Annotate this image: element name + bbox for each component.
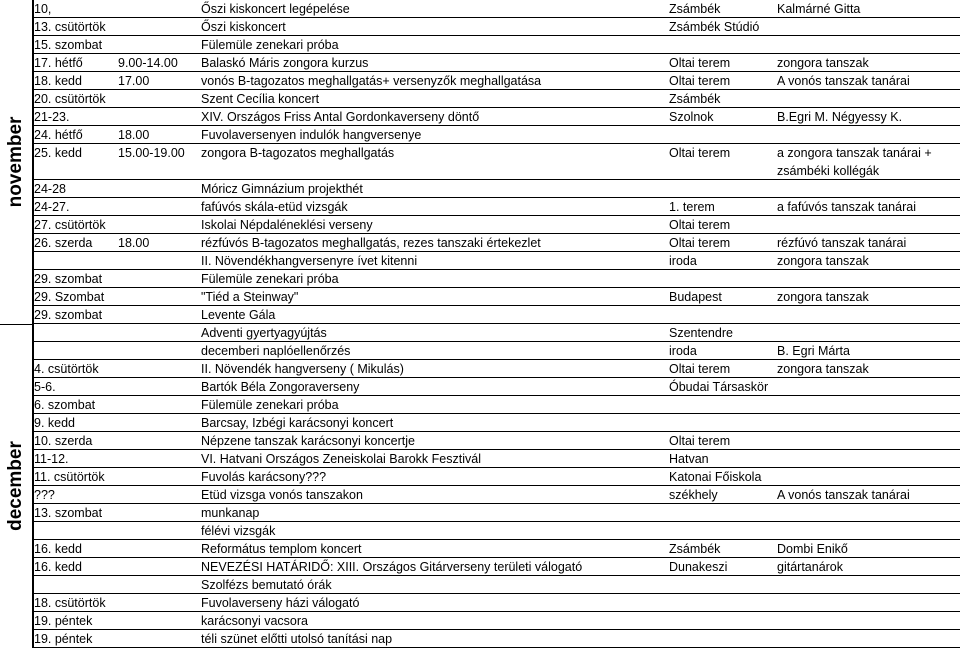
table-row xyxy=(32,396,960,414)
table-row xyxy=(32,126,960,144)
responsible-cell: zongora tanszak xyxy=(777,290,869,304)
place-cell: Oltai terem xyxy=(669,146,731,160)
event-cell: XIV. Országos Friss Antal Gordonkaverseny döntő xyxy=(201,110,480,124)
table-row xyxy=(32,414,960,432)
event-cell: Móricz Gimnázium projekthét xyxy=(201,182,363,196)
table-row xyxy=(32,540,960,558)
event-cell: Fuvolás karácsony??? xyxy=(201,470,327,484)
date-cell: 18. csütörtök xyxy=(34,596,106,610)
place-cell: Oltai terem xyxy=(669,362,731,376)
date-cell: 29. szombat xyxy=(34,272,103,286)
date-cell: 15. szombat xyxy=(34,38,103,52)
table-row xyxy=(32,432,960,450)
event-cell: Etüd vizsga vonós tanszakon xyxy=(201,488,363,502)
month-november-label: november xyxy=(5,116,26,208)
table-row xyxy=(32,216,960,234)
date-cell: 9. kedd xyxy=(34,416,76,430)
place-cell: Oltai terem xyxy=(669,56,731,70)
event-cell: Fülemüle zenekari próba xyxy=(201,272,339,286)
date-cell: 26. szerda xyxy=(34,236,93,250)
table-row xyxy=(32,612,960,630)
table-row xyxy=(32,306,960,324)
responsible-cell: rézfúvó tanszak tanárai xyxy=(777,236,907,250)
place-cell: Oltai terem xyxy=(669,218,731,232)
event-cell: munkanap xyxy=(201,506,260,520)
table-row xyxy=(32,468,960,486)
event-cell: Fülemüle zenekari próba xyxy=(201,398,339,412)
table-row xyxy=(32,486,960,504)
date-cell: 4. csütörtök xyxy=(34,362,99,376)
date-cell: ??? xyxy=(34,488,55,502)
table-row xyxy=(32,342,960,360)
place-cell: Óbudai Társaskör xyxy=(669,380,769,394)
time-cell: 17.00 xyxy=(118,74,150,88)
event-cell: Őszi kiskoncert xyxy=(201,20,286,34)
table-row xyxy=(32,522,960,540)
event-cell: zongora B-tagozatos meghallgatás xyxy=(201,146,395,160)
place-cell: Szentendre xyxy=(669,326,733,340)
date-cell: 10. szerda xyxy=(34,434,93,448)
table-row xyxy=(32,54,960,72)
date-cell: 21-23. xyxy=(34,110,70,124)
table-row xyxy=(32,558,960,576)
table-row xyxy=(32,234,960,252)
event-cell: Barcsay, Izbégi karácsonyi koncert xyxy=(201,416,394,430)
schedule-table xyxy=(32,0,960,648)
responsible-cell-continued: zsámbéki kollégák xyxy=(777,164,880,178)
place-cell: Budapest xyxy=(669,290,722,304)
place-cell: Oltai terem xyxy=(669,74,731,88)
event-cell: Fuvolaverseny házi válogató xyxy=(201,596,360,610)
table-row xyxy=(32,108,960,126)
table-row xyxy=(32,90,960,108)
place-cell: Oltai terem xyxy=(669,434,731,448)
table-row xyxy=(32,144,960,180)
responsible-cell: B. Egri Márta xyxy=(777,344,850,358)
date-cell: 24-28 xyxy=(34,182,66,196)
date-cell: 29. szombat xyxy=(34,308,103,322)
place-cell: Szolnok xyxy=(669,110,714,124)
event-cell: rézfúvós B-tagozatos meghallgatás, rezes tanszaki értekezlet xyxy=(201,236,541,250)
place-cell: Zsámbék xyxy=(669,92,721,106)
date-cell: 19. péntek xyxy=(34,632,93,646)
table-row xyxy=(32,360,960,378)
table-row xyxy=(32,180,960,198)
month-december-column xyxy=(0,324,34,648)
month-november-column xyxy=(0,0,34,325)
time-cell: 18.00 xyxy=(118,236,150,250)
event-cell: NEVEZÉSI HATÁRIDŐ: XIII. Országos Gitárverseny területi válogató xyxy=(201,560,583,574)
event-cell: Népzene tanszak karácsonyi koncertje xyxy=(201,434,416,448)
table-row xyxy=(32,0,960,18)
responsible-cell: zongora tanszak xyxy=(777,254,869,268)
table-row xyxy=(32,252,960,270)
date-cell: 29. Szombat xyxy=(34,290,105,304)
event-cell: Református templom koncert xyxy=(201,542,362,556)
responsible-cell: a zongora tanszak tanárai + xyxy=(777,146,932,160)
month-december-label: december xyxy=(5,441,26,531)
date-cell: 16. kedd xyxy=(34,560,82,574)
table-row xyxy=(32,378,960,396)
place-cell: iroda xyxy=(669,344,697,358)
event-cell: Bartók Béla Zongoraverseny xyxy=(201,380,360,394)
time-cell: 9.00-14.00 xyxy=(118,56,178,70)
event-cell: Fuvolaversenyen indulók hangversenye xyxy=(201,128,422,142)
event-cell: félévi vizsgák xyxy=(201,524,276,538)
table-row xyxy=(32,18,960,36)
table-row xyxy=(32,270,960,288)
table-row xyxy=(32,324,960,342)
table-row xyxy=(32,594,960,612)
place-cell: székhely xyxy=(669,488,718,502)
time-cell: 15.00-19.00 xyxy=(118,146,185,160)
event-cell: vonós B-tagozatos meghallgatás+ versenyzők meghallgatása xyxy=(201,74,542,88)
event-cell: "Tiéd a Steinway" xyxy=(201,290,299,304)
event-cell: Szolfézs bemutató órák xyxy=(201,578,332,592)
place-cell: Dunakeszi xyxy=(669,560,728,574)
date-cell: 18. kedd xyxy=(34,74,82,88)
place-cell: Zsámbék xyxy=(669,542,721,556)
table-row xyxy=(32,288,960,306)
date-cell: 27. csütörtök xyxy=(34,218,106,232)
date-cell: 25. kedd xyxy=(34,146,82,160)
event-cell: Adventi gyertyagyújtás xyxy=(201,326,327,340)
place-cell: Hatvan xyxy=(669,452,709,466)
event-cell: Szent Cecília koncert xyxy=(201,92,320,106)
place-cell: 1. terem xyxy=(669,200,715,214)
date-cell: 24. hétfő xyxy=(34,128,83,142)
responsible-cell: gitártanárok xyxy=(777,560,844,574)
date-cell: 13. szombat xyxy=(34,506,103,520)
date-cell: 19. péntek xyxy=(34,614,93,628)
event-cell: Levente Gála xyxy=(201,308,276,322)
date-cell: 24-27. xyxy=(34,200,70,214)
date-cell: 10, xyxy=(34,2,52,16)
table-row xyxy=(32,36,960,54)
responsible-cell: Kalmárné Gitta xyxy=(777,2,861,16)
date-cell: 11. csütörtök xyxy=(34,470,105,484)
date-cell: 6. szombat xyxy=(34,398,96,412)
place-cell: Zsámbék xyxy=(669,2,721,16)
event-cell: Fülemüle zenekari próba xyxy=(201,38,339,52)
event-cell: Balaskó Máris zongora kurzus xyxy=(201,56,369,70)
event-cell: Iskolai Népdaléneklési verseny xyxy=(201,218,373,232)
responsible-cell: A vonós tanszak tanárai xyxy=(777,74,910,88)
event-cell: téli szünet előtti utolsó tanítási nap xyxy=(201,632,393,646)
responsible-cell: Dombi Enikő xyxy=(777,542,848,556)
date-cell: 13. csütörtök xyxy=(34,20,106,34)
event-cell: II. Növendék hangverseny ( Mikulás) xyxy=(201,362,404,376)
responsible-cell: zongora tanszak xyxy=(777,362,869,376)
event-cell: VI. Hatvani Országos Zeneiskolai Barokk Fesztivál xyxy=(201,452,481,466)
time-cell: 18.00 xyxy=(118,128,150,142)
responsible-cell: A vonós tanszak tanárai xyxy=(777,488,910,502)
table-row xyxy=(32,576,960,594)
table-row xyxy=(32,72,960,90)
date-cell: 11-12. xyxy=(34,452,69,466)
event-cell: karácsonyi vacsora xyxy=(201,614,308,628)
date-cell: 17. hétfő xyxy=(34,56,83,70)
responsible-cell: a fafúvós tanszak tanárai xyxy=(777,200,916,214)
table-row xyxy=(32,504,960,522)
table-row xyxy=(32,450,960,468)
date-cell: 16. kedd xyxy=(34,542,82,556)
event-cell: Őszi kiskoncert legépelése xyxy=(201,2,350,16)
table-row xyxy=(32,630,960,648)
date-cell: 5-6. xyxy=(34,380,56,394)
place-cell: Zsámbék Stúdió xyxy=(669,20,760,34)
responsible-cell: B.Egri M. Négyessy K. xyxy=(777,110,903,124)
date-cell: 20. csütörtök xyxy=(34,92,106,106)
event-cell: II. Növendékhangversenyre ívet kitenni xyxy=(201,254,418,268)
responsible-cell: zongora tanszak xyxy=(777,56,869,70)
table-row xyxy=(32,198,960,216)
place-cell: iroda xyxy=(669,254,697,268)
place-cell: Katonai Főiskola xyxy=(669,470,762,484)
event-cell: decemberi naplóellenőrzés xyxy=(201,344,351,358)
event-cell: fafúvós skála-etüd vizsgák xyxy=(201,200,348,214)
place-cell: Oltai terem xyxy=(669,236,731,250)
